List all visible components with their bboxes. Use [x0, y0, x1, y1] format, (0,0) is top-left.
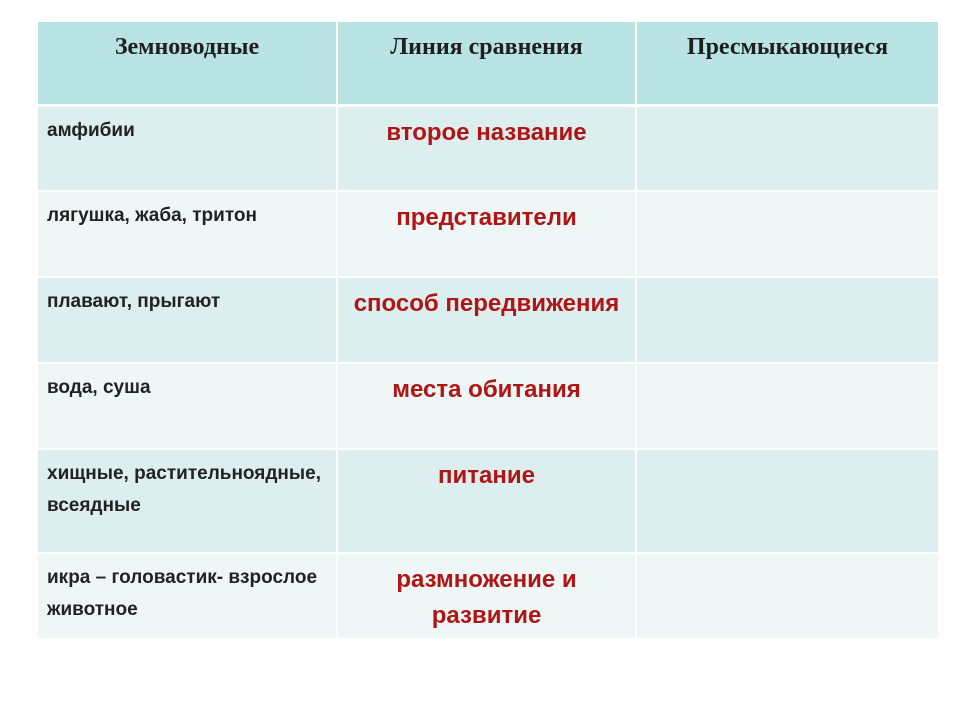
reptiles-cell: [636, 363, 938, 449]
header-reptiles: Пресмыкающиеся: [636, 22, 938, 105]
reptiles-cell: [636, 449, 938, 553]
comparison-table-wrapper: [38, 22, 938, 640]
amphibians-cell: икра – головастик- взрослое животное: [38, 553, 337, 639]
reptiles-cell: [636, 191, 938, 277]
reptiles-cell: [636, 277, 938, 363]
table-row: [38, 363, 938, 449]
reptiles-cell: [636, 105, 938, 191]
amphibians-cell: лягушка, жаба, тритон: [38, 191, 337, 277]
table-header: [38, 22, 938, 105]
header-comparison-line: Линия сравнения: [337, 22, 636, 105]
amphibians-cell: амфибии: [38, 105, 337, 191]
amphibians-cell: плавают, прыгают: [38, 277, 337, 363]
table-row: [38, 105, 938, 191]
table-row: [38, 449, 938, 553]
table-row: [38, 191, 938, 277]
amphibians-cell: хищные, растительноядные, всеядные: [38, 449, 337, 553]
comparison-line-cell: второе название: [337, 105, 636, 191]
header-row: [38, 22, 938, 105]
amphibians-cell: вода, суша: [38, 363, 337, 449]
comparison-table: [38, 22, 938, 640]
comparison-line-cell: места обитания: [337, 363, 636, 449]
table-row: [38, 553, 938, 639]
comparison-line-cell: размножение и развитие: [337, 553, 636, 639]
comparison-line-cell: способ передвижения: [337, 277, 636, 363]
header-amphibians: Земноводные: [38, 22, 337, 105]
reptiles-cell: [636, 553, 938, 639]
table-row: [38, 277, 938, 363]
table-body: [38, 105, 938, 639]
comparison-line-cell: представители: [337, 191, 636, 277]
comparison-line-cell: питание: [337, 449, 636, 553]
